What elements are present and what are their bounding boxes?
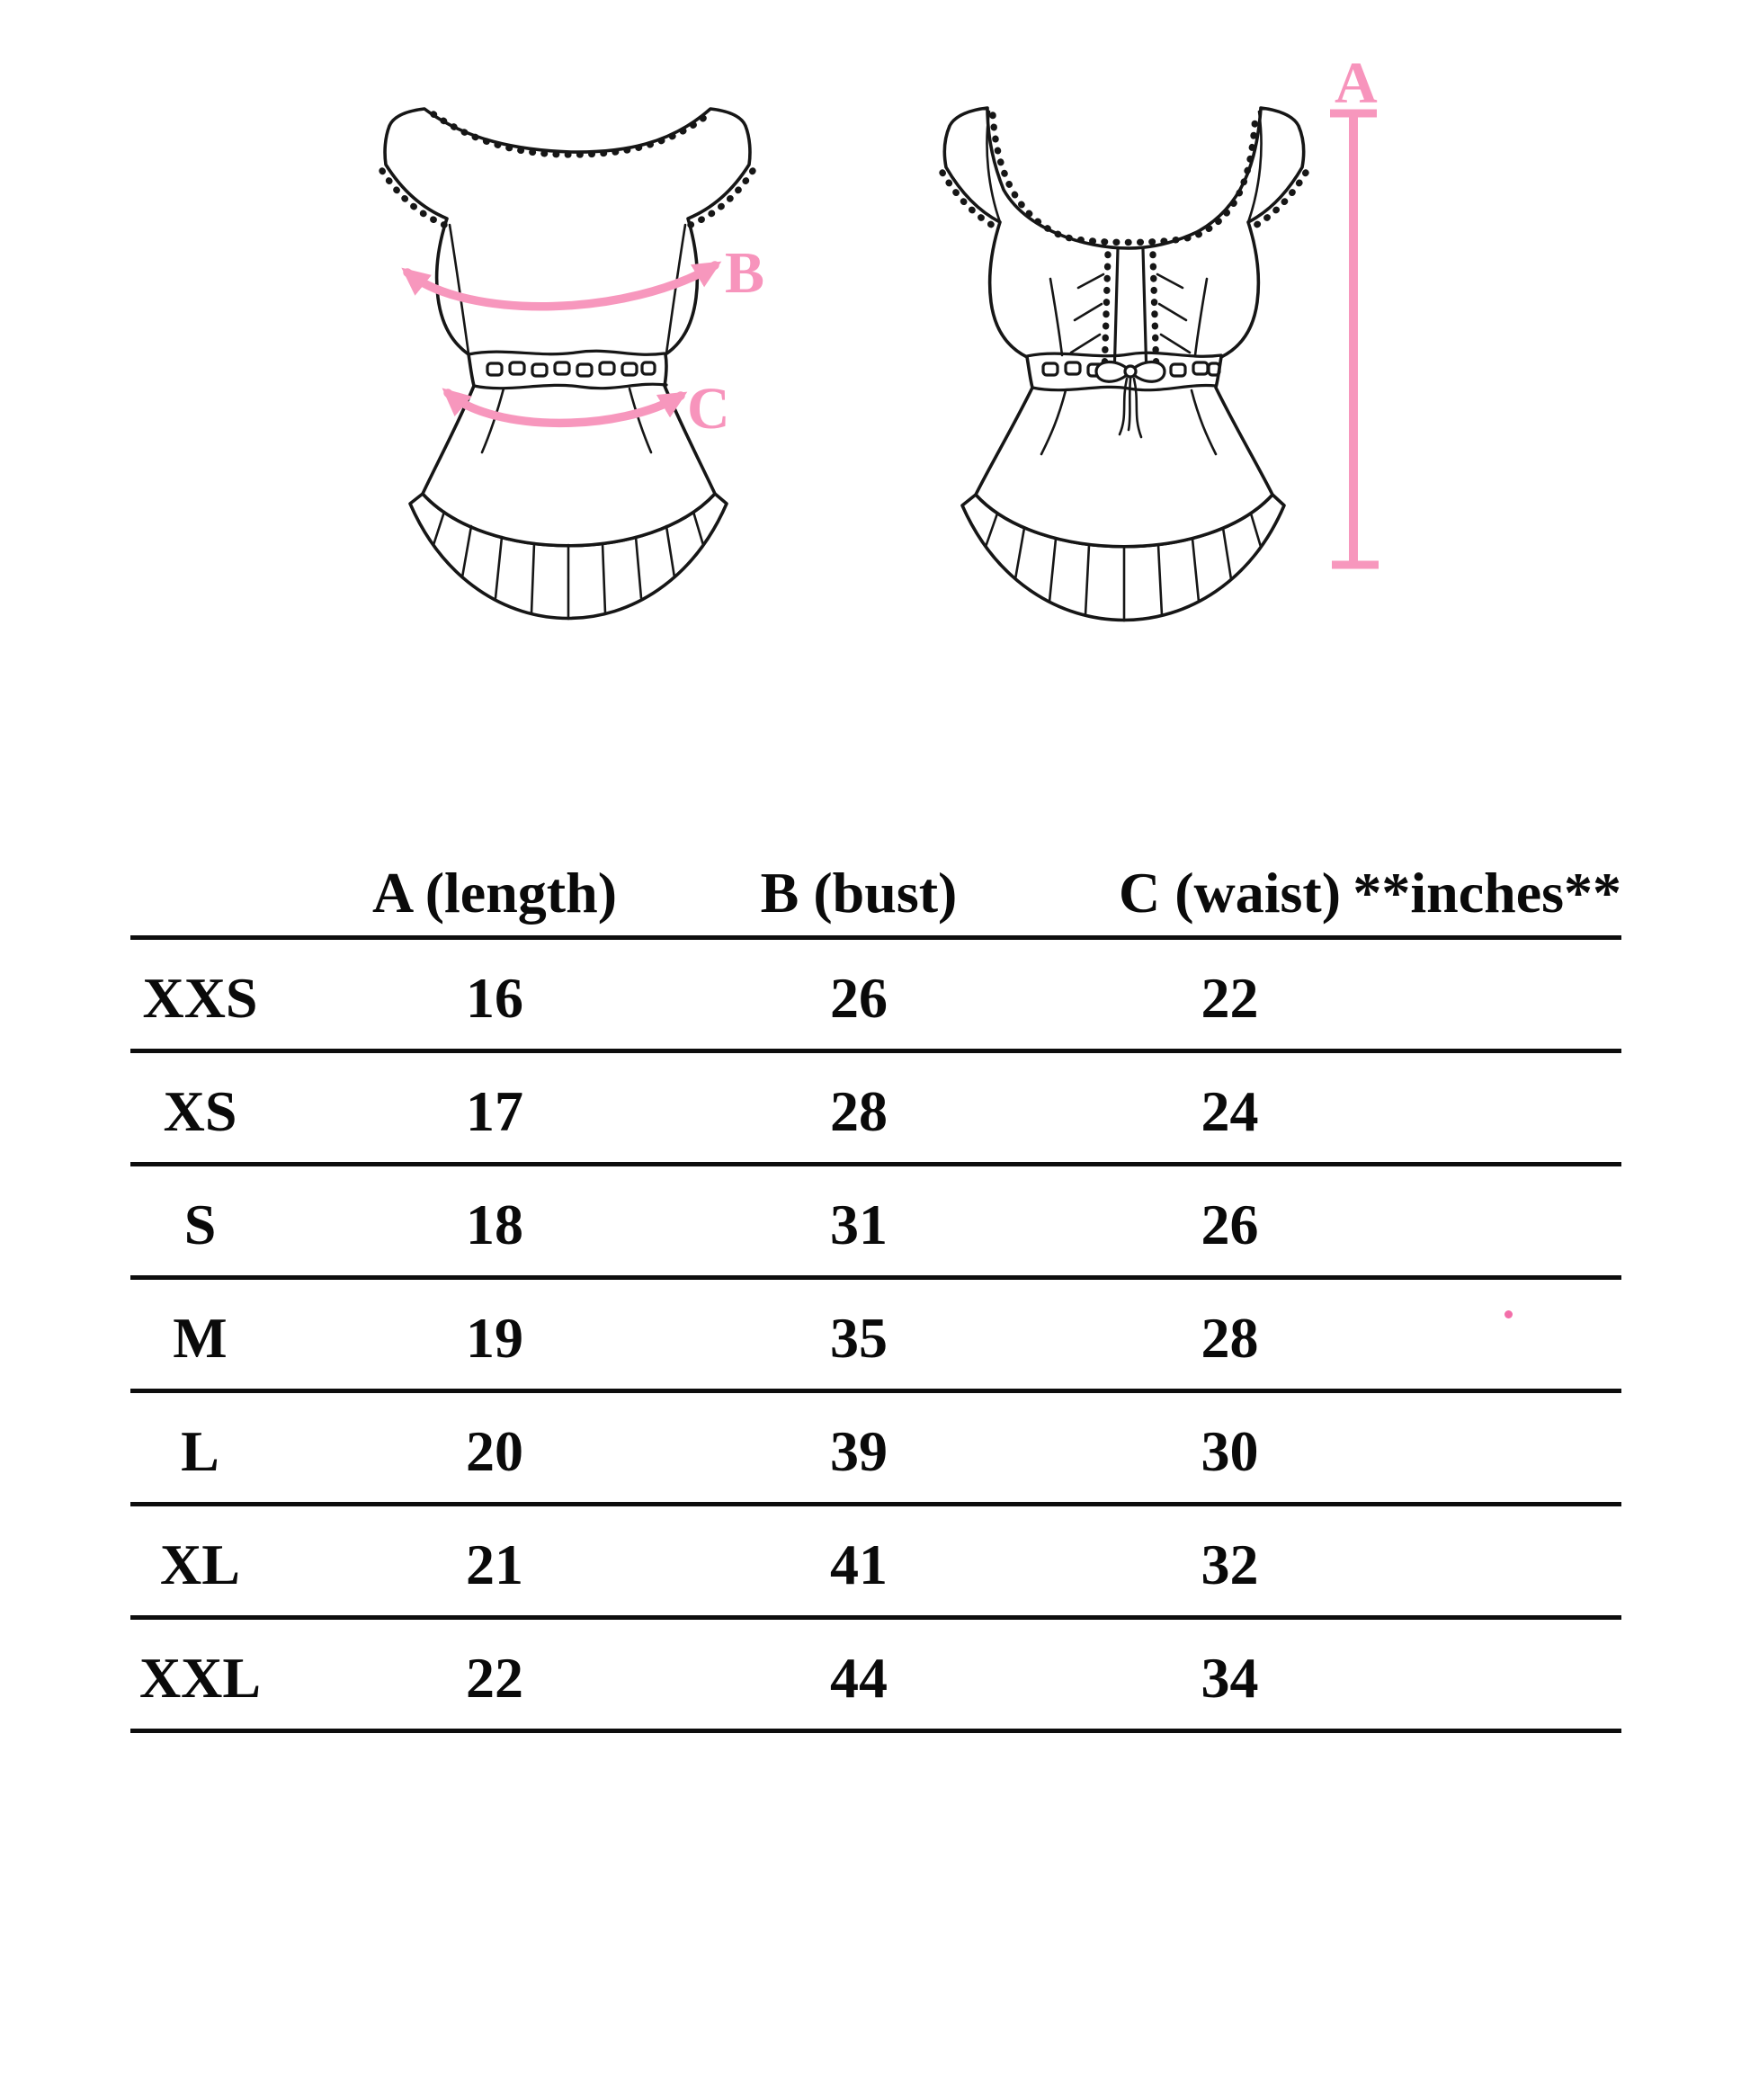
stray-pink-dot xyxy=(1504,1310,1513,1318)
size-cell: XXS xyxy=(142,966,258,1030)
bust-cell: 44 xyxy=(830,1646,888,1710)
header-length: A (length) xyxy=(372,861,617,925)
table-row xyxy=(130,1393,1621,1506)
bust-cell: 39 xyxy=(830,1419,888,1483)
garment-illustrations xyxy=(0,0,1750,684)
waist-cell: 34 xyxy=(1201,1646,1259,1710)
size-cell: L xyxy=(181,1419,219,1483)
size-cell: XL xyxy=(160,1533,240,1596)
length-cell: 20 xyxy=(466,1419,523,1483)
length-cell: 21 xyxy=(466,1533,523,1596)
size-cell: S xyxy=(183,1193,217,1256)
size-cell: XS xyxy=(163,1079,237,1143)
length-cell: 18 xyxy=(466,1193,523,1256)
bust-cell: 26 xyxy=(830,966,888,1030)
table-header-row xyxy=(130,854,1621,940)
size-cell: XXL xyxy=(138,1646,262,1710)
table-row xyxy=(130,1280,1621,1393)
waist-cell: 26 xyxy=(1201,1193,1259,1256)
header-waist: C (waist) xyxy=(1118,861,1342,925)
length-measure-line-a xyxy=(1330,50,1379,565)
garment-back-view-sketch xyxy=(382,109,753,619)
bust-cell: 41 xyxy=(830,1533,888,1596)
waist-cell: 24 xyxy=(1201,1079,1259,1143)
length-cell: 19 xyxy=(466,1306,523,1370)
waist-cell: 22 xyxy=(1201,966,1259,1030)
length-cell: 16 xyxy=(466,966,523,1030)
length-label: A xyxy=(1335,50,1378,116)
table-row xyxy=(130,1620,1621,1733)
header-bust: B (bust) xyxy=(760,861,958,925)
bust-cell: 31 xyxy=(830,1193,888,1256)
header-units: **inches** xyxy=(1353,861,1621,925)
table-row xyxy=(130,1166,1621,1280)
bust-cell: 35 xyxy=(830,1306,888,1370)
size-cell: M xyxy=(173,1306,228,1370)
table-row xyxy=(130,940,1621,1053)
bust-label: B xyxy=(725,240,765,306)
waist-cell: 30 xyxy=(1201,1419,1259,1483)
bust-cell: 28 xyxy=(830,1079,888,1143)
table-row xyxy=(130,1053,1621,1166)
size-table xyxy=(130,854,1621,1733)
waist-label: C xyxy=(687,376,730,442)
waist-cell: 28 xyxy=(1201,1306,1259,1370)
garment-front-view-sketch xyxy=(942,108,1306,621)
header-size xyxy=(130,854,270,935)
length-cell: 17 xyxy=(466,1079,523,1143)
length-cell: 22 xyxy=(466,1646,523,1710)
table-row xyxy=(130,1506,1621,1620)
waist-cell: 32 xyxy=(1201,1533,1259,1596)
